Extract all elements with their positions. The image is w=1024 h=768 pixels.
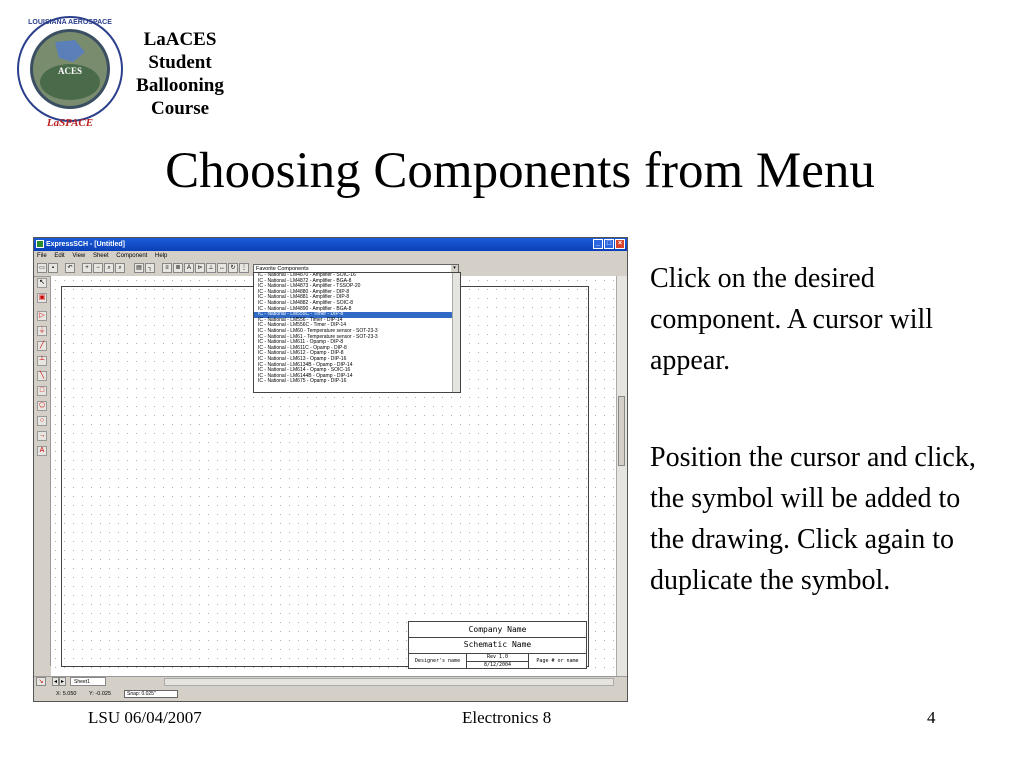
zoom-out-icon[interactable]: − (93, 263, 103, 273)
horizontal-scrollbar[interactable] (164, 678, 614, 686)
footer-date: LSU 06/04/2007 (88, 708, 202, 727)
course-line: Course (150, 98, 210, 119)
logo-inner-text: ACES (57, 66, 83, 76)
line-tool-icon[interactable]: ╱ (37, 341, 47, 351)
select-arrow-icon[interactable]: ↖ (37, 278, 47, 288)
revision: Rev 1.0 (486, 654, 509, 660)
component-option[interactable]: IC - National - LM4870 - Amplifier - SOIC-16 (258, 272, 356, 278)
properties-icon[interactable]: ⋮ (241, 265, 247, 271)
menu-sheet[interactable]: Sheet (92, 253, 109, 259)
component-option[interactable]: IC - National - LM4882 - Amplifier - SOIC-8 (258, 299, 354, 306)
junction-tool-icon[interactable]: ┴ (37, 356, 47, 366)
schematic-name: Schematic Name (409, 637, 586, 654)
logo-ring-text: LOUISIANA AEROSPACE (28, 19, 112, 26)
expresssch-window (33, 237, 628, 702)
revision-date (467, 654, 529, 668)
component-option[interactable]: IC - National - LM4873 - Amplifier - TSSOP-20 (258, 283, 361, 290)
scroll-thumb[interactable] (618, 396, 625, 466)
slide-title: Choosing Components from Menu (165, 143, 875, 199)
date: 8/12/2004 (467, 661, 528, 669)
component-option[interactable]: IC - National - LM675 - Opamp - DIP-16 (258, 378, 347, 385)
component-option[interactable]: IC - National - LM556 - Timer - DIP-14 (258, 316, 343, 323)
menu-help[interactable]: Help (155, 253, 168, 259)
logo-org-text: LaSPACE (46, 117, 94, 129)
arrow-tool-icon[interactable]: → (38, 432, 46, 439)
component-option[interactable]: IC - National - LM4880 - Amplifier - DIP-8 (258, 288, 350, 295)
component-option[interactable]: IC - National - LM611 - Opamp - DIP-8 (258, 339, 344, 346)
laspace-logo (15, 12, 125, 130)
app-icon (36, 240, 44, 248)
menu-edit[interactable]: Edit (54, 253, 65, 259)
rotate-icon[interactable]: ↻ (228, 263, 238, 273)
diagonal-tool-icon[interactable]: ╲ (37, 371, 47, 381)
rectangle-tool-icon[interactable]: □ (37, 386, 47, 396)
pin-tool-icon[interactable]: ▷ (37, 311, 47, 321)
menu-bar (34, 251, 627, 261)
snap-value: Snap: 0.025" (127, 691, 156, 697)
component-option[interactable]: IC - National - LM612 - Opamp - DIP-8 (258, 350, 344, 357)
net-icon[interactable]: ≡ (162, 263, 172, 273)
text-tool-icon[interactable]: A (37, 446, 47, 456)
menu-view[interactable]: View (72, 253, 86, 259)
close-button[interactable]: × (615, 239, 625, 249)
sheet-nav-icon[interactable]: ↘ (36, 677, 46, 686)
company-name: Company Name (409, 622, 586, 638)
window-title: ExpressSCH - [Untitled] (46, 241, 125, 248)
course-line: LaACES (143, 29, 217, 50)
chevron-down-icon[interactable]: ▾ (451, 265, 458, 272)
drawing-tools-palette (34, 276, 51, 666)
y-coordinate: Y: -0.025 (89, 691, 112, 697)
favorite-components-value: Favorite Components (256, 266, 309, 272)
polygon-tool-icon[interactable]: ⬠ (38, 402, 46, 409)
component-option[interactable]: IC - National - LM6134B - Opamp - DIP-14 (258, 361, 353, 368)
save-icon[interactable]: ▪ (48, 263, 58, 273)
instruction-paragraph-2: Position the cursor and click, the symbol will be added to the drawing. Click again to duplicate the symbol. (650, 442, 976, 596)
component-tool-icon[interactable]: ▣ (38, 294, 46, 301)
ground-tool-icon[interactable]: ⏚ (38, 327, 46, 334)
component-dropdown-list[interactable] (253, 272, 461, 393)
tab-sheet1[interactable]: Sheet1 (70, 677, 106, 686)
component-icon[interactable]: ▤ (134, 263, 144, 273)
component-option-selected[interactable]: IC - National - LM555C - Timer - DIP-8 (254, 312, 460, 318)
undo-icon[interactable]: ↶ (65, 263, 75, 273)
zoom-area-icon[interactable]: ⌕ (104, 263, 114, 273)
bus-icon[interactable]: ≣ (173, 263, 183, 273)
maximize-button[interactable]: □ (604, 239, 614, 249)
menu-component[interactable]: Component (116, 253, 148, 259)
component-option[interactable]: IC - National - LM4881 - Amplifier - DIP-8 (258, 294, 350, 301)
snap-select[interactable] (124, 690, 178, 698)
component-option[interactable]: IC - National - LM613 - Opamp - DIP-16 (258, 355, 347, 362)
open-icon[interactable]: ▭ (37, 263, 47, 273)
footer-course: Electronics 8 (462, 708, 552, 727)
vertical-scrollbar[interactable] (616, 276, 627, 676)
component-option[interactable]: IC - National - LM614 - Opamp - SOIC-16 (258, 367, 351, 374)
circle-tool-icon[interactable]: ○ (37, 416, 47, 426)
designer-name: Designer's name (409, 654, 467, 668)
mirror-icon[interactable]: ↔ (219, 265, 225, 271)
course-line: Ballooning (136, 75, 224, 96)
wire-icon[interactable]: ┐ (145, 263, 155, 273)
page-name: Page # or name (536, 658, 579, 664)
instruction-paragraph-1: Click on the desired component. A cursor will appear. (650, 263, 934, 376)
label-icon[interactable]: A (184, 263, 194, 273)
x-coordinate: X: 5.050 (56, 691, 77, 697)
dropdown-scrollbar[interactable] (452, 273, 460, 392)
window-titlebar (34, 238, 627, 251)
slide-number: 4 (927, 708, 936, 727)
component-option[interactable]: IC - National - LM556C - Timer - DIP-14 (258, 322, 347, 329)
port-icon[interactable]: ⊳ (195, 263, 205, 273)
sheet-tabs-bar (34, 676, 627, 688)
component-option[interactable]: IC - National - LM4890 - Amplifier - BGA-8 (258, 305, 352, 312)
zoom-in-icon[interactable]: + (82, 263, 92, 273)
component-option[interactable]: IC - National - LM60 - Temperature sensor - SOT-23-3 (258, 327, 378, 334)
tab-prev-icon[interactable]: ◂ (53, 679, 57, 685)
status-bar (34, 688, 627, 700)
tab-next-icon[interactable]: ▸ (60, 679, 64, 685)
course-line: Student (148, 52, 212, 73)
component-option[interactable]: IC - National - LM6144B - Opamp - DIP-14 (258, 372, 353, 379)
component-option[interactable]: IC - National - LM4872 - Amplifier - BGA-8 (258, 277, 352, 284)
minimize-button[interactable]: _ (593, 239, 603, 249)
component-option[interactable]: IC - National - LM611C - Opamp - DIP-8 (258, 344, 347, 351)
component-option[interactable]: IC - National - LM61 - Temperature sensor - SOT-23-3 (258, 333, 378, 340)
power-icon[interactable]: ⊥ (206, 263, 216, 273)
course-name (132, 28, 228, 120)
zoom-fit-icon[interactable]: ⌕ (115, 263, 125, 273)
title-block (408, 621, 587, 669)
menu-file[interactable]: File (37, 253, 47, 259)
